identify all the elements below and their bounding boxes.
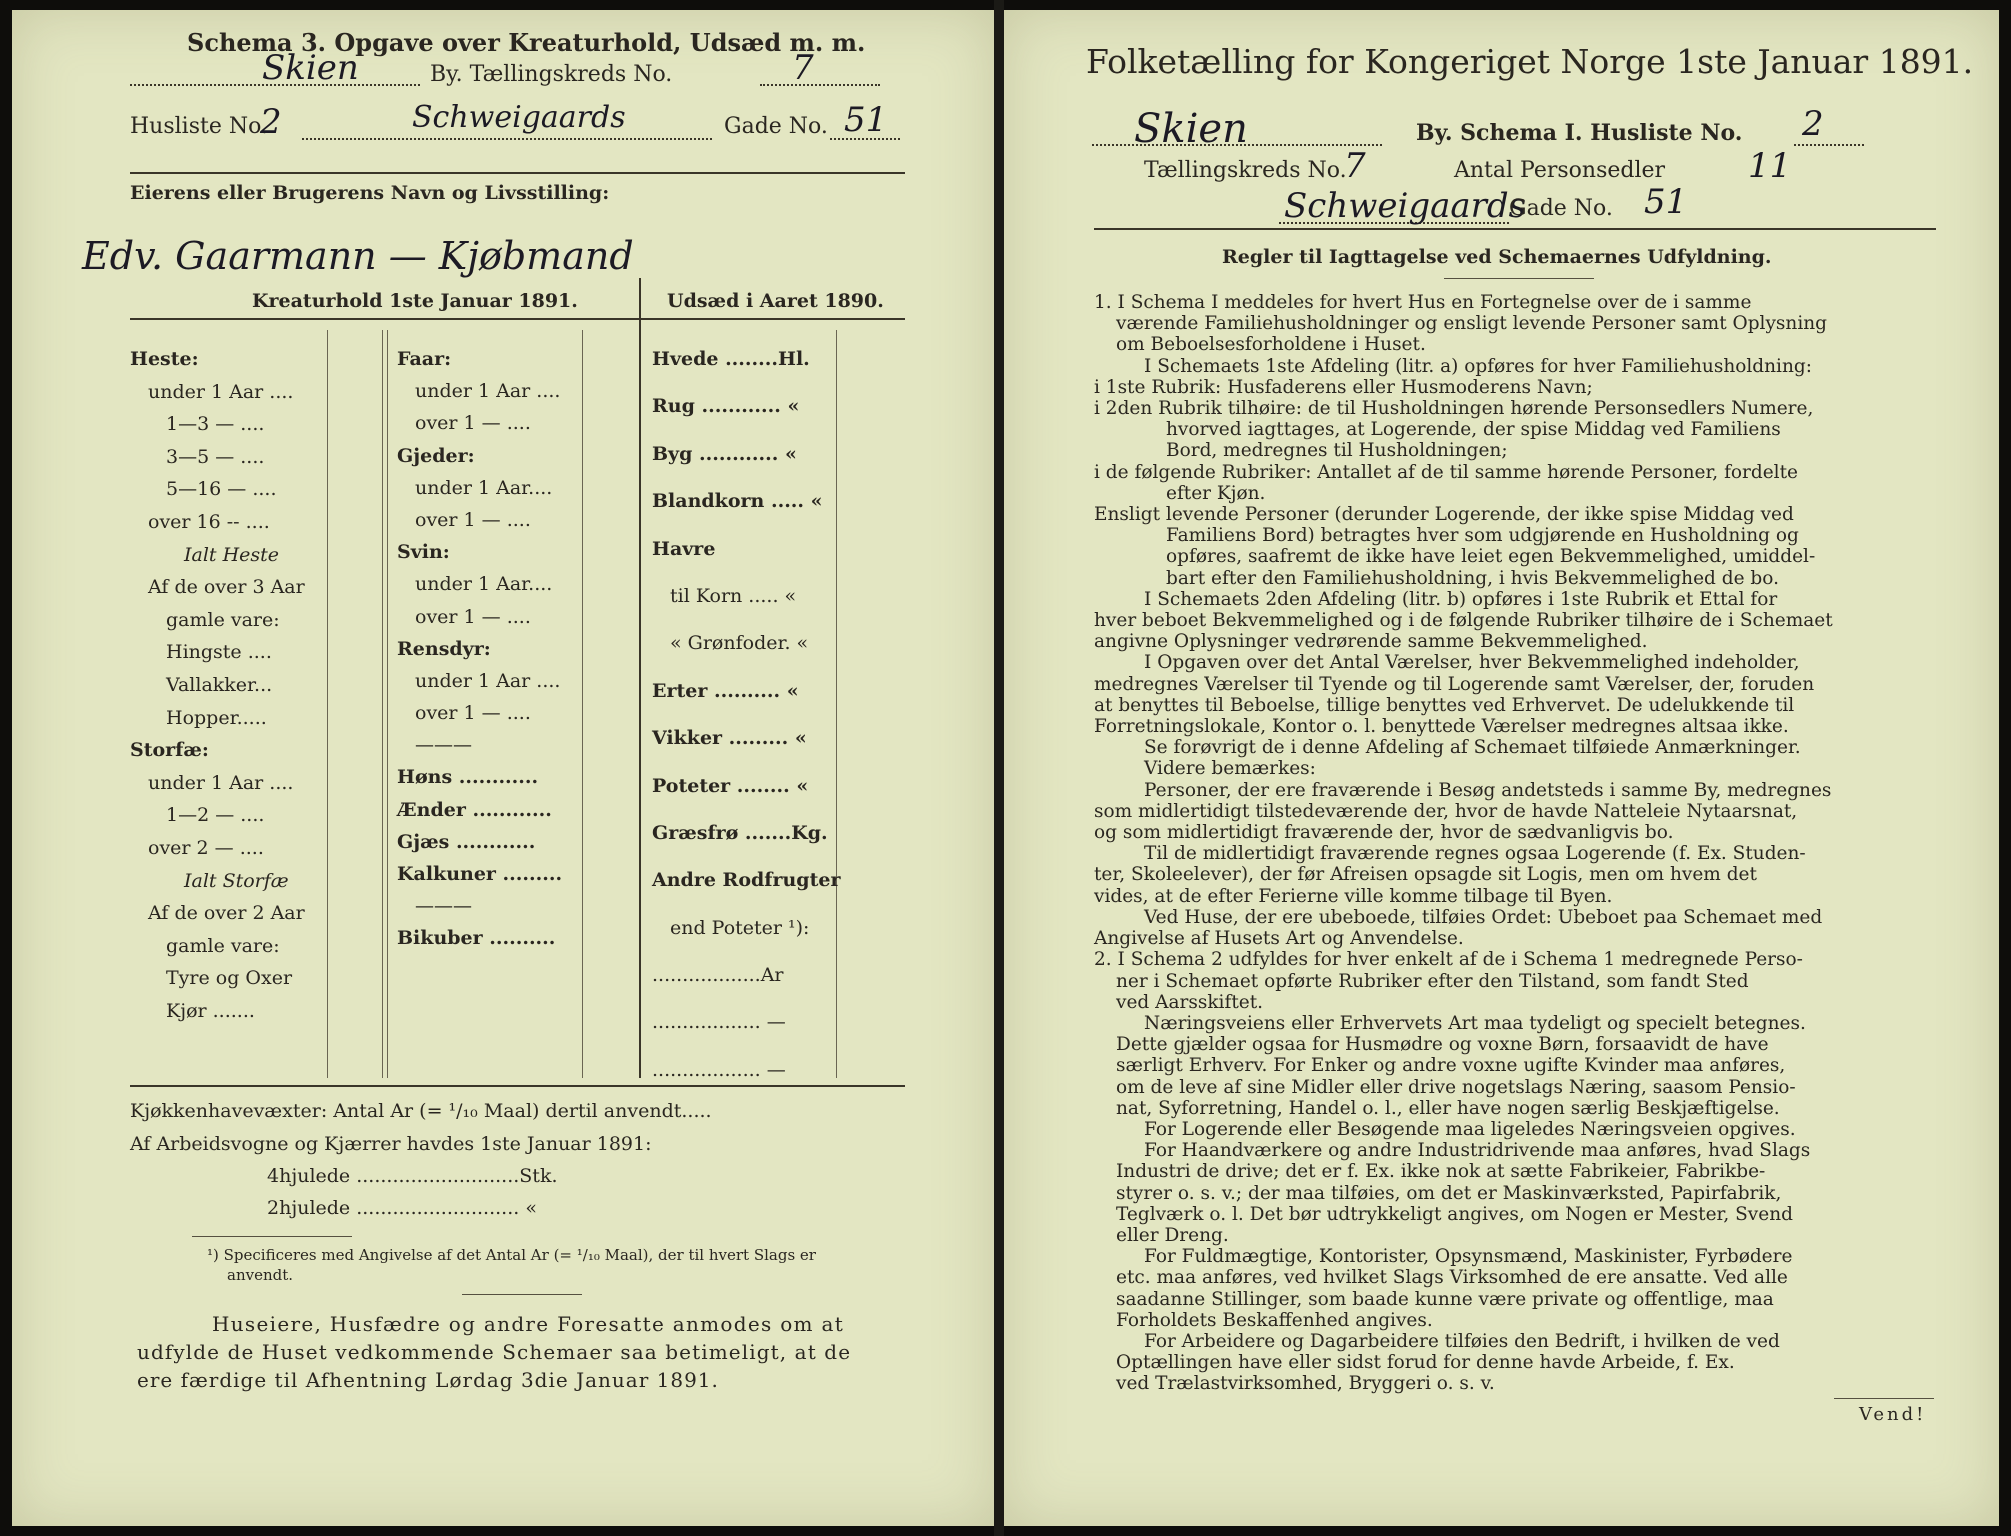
form-row: Græsfrø .......Kg. xyxy=(652,821,828,844)
notice-line-3: ere færdige til Afhentning Lørdag 3die Januar 1891. xyxy=(137,1368,719,1392)
husliste-no-handwritten-right: 2 xyxy=(1802,104,1824,144)
form-row: Havre xyxy=(652,537,716,560)
rule-line: medregnes Værelser til Tyende og til Logerende samt Værelser, der, foruden xyxy=(1094,673,1815,695)
rule-line: Næringsveiens eller Erhvervets Art maa tydeligt og specielt betegnes. xyxy=(1144,1012,1806,1034)
rule-line: Optællingen have eller sidst forud for denne havde Arbeide, f. Ex. xyxy=(1116,1352,1735,1374)
form-row: .................. — xyxy=(652,1011,786,1034)
rule-line: i 1ste Rubrik: Husfaderens eller Husmoderens Navn; xyxy=(1094,376,1593,398)
form-row: Heste: xyxy=(130,348,199,370)
rule-line: I Schemaets 1ste Afdeling (litr. a) opføres for hver Familiehusholdning: xyxy=(1144,355,1812,377)
footnote-line-2: anvendt. xyxy=(227,1266,294,1284)
form-row: Ænder ............ xyxy=(397,798,552,821)
rule-line: Ved Huse, der ere ubeboede, tilføies Ordet: Ubeboet paa Schemaet med xyxy=(1144,906,1823,928)
rule-line: angivne Oplysninger vedrørende samme Bekvemmelighed. xyxy=(1094,631,1648,653)
form-row: Af de over 2 Aar xyxy=(148,902,305,925)
form-row: 5—16 — .... xyxy=(166,478,277,501)
kreds-no-handwritten: 7 xyxy=(792,48,814,88)
rule-line: Industri de drive; det er f. Ex. ikke nok at sætte Fabrikeier, Fabrikbe- xyxy=(1116,1161,1766,1183)
form-row: Tyre og Oxer xyxy=(166,967,293,990)
rule-line: Familiens Bord) betragtes hver som udgjørende en Husholdning og xyxy=(1166,525,1799,547)
kreaturhold-column-1 xyxy=(130,348,305,1032)
rule-line: værende Familiehusholdninger og ensligt levende Personer samt Oplysning xyxy=(1116,313,1827,335)
rule-line: For Logerende eller Besøgende maa ligeledes Næringsveien opgives. xyxy=(1144,1118,1796,1140)
rule-line: Se forøvrigt de i denne Afdeling af Schemaet tilføiede Anmærkninger. xyxy=(1144,737,1801,759)
city-handwritten-right: Skien xyxy=(1134,106,1248,152)
rule-line: For Arbeidere og Dagarbeidere tilføies den Bedrift, i hvilken de ved xyxy=(1144,1330,1780,1352)
form-row: under 1 Aar .... xyxy=(148,771,294,794)
form-row: .................. — xyxy=(652,1058,786,1081)
form-row: Bikuber .......... xyxy=(397,927,556,950)
form-row: til Korn ..... « xyxy=(670,584,797,607)
form-row: over 1 — .... xyxy=(415,605,531,628)
owner-label: Eierens eller Brugerens Navn og Livsstilling: xyxy=(130,182,610,204)
form-row: 1—3 — .... xyxy=(166,413,265,436)
rule-line: 1. I Schema I meddeles for hvert Hus en Fortegnelse over de i samme xyxy=(1094,292,1752,313)
form-row: Høns ............ xyxy=(397,766,539,789)
form-row: Svin: xyxy=(397,541,450,564)
rule-line: Ensligt levende Personer (derunder Logerende, der ikke spise Middag ved xyxy=(1094,504,1794,526)
street-handwritten: Schweigaards xyxy=(412,100,626,135)
form-row: 1—2 — .... xyxy=(166,804,265,827)
form-row: « Grønfoder. « xyxy=(670,632,809,655)
right-page-schema-1 xyxy=(1004,10,1999,1526)
rule-line: hver beboet Bekvemmelighed og i de følgende Rubriker tilhøire de i Schemaet xyxy=(1094,610,1833,632)
form-row: Gjeder: xyxy=(397,444,475,467)
udsaed-column xyxy=(652,348,840,1106)
rule-line: ved Aarsskiftet. xyxy=(1116,991,1264,1013)
rule-line: ter, Skoleelever), der før Afreisen opsagde sit Logis, men om hvem det xyxy=(1094,864,1757,886)
notice-line-2: udfylde de Huset vedkommende Schemaer saa betimeligt, at de xyxy=(137,1340,852,1364)
rule-line: Forholdets Beskaffenhed angives. xyxy=(1116,1309,1433,1331)
book-spine xyxy=(994,0,1004,1536)
rule-line: Videre bemærkes: xyxy=(1144,758,1316,780)
rules-text xyxy=(1094,292,1934,1395)
rule-line: I Schemaets 2den Afdeling (litr. b) opføres i 1ste Rubrik et Ettal for xyxy=(1144,588,1778,610)
form-row: under 1 Aar.... xyxy=(415,476,553,499)
by-schema-label: By. Schema I. Husliste No. xyxy=(1416,120,1743,146)
rule-line: nat, Syforretning, Handel o. l., eller have nogen særlig Beskjæftigelse. xyxy=(1116,1097,1780,1119)
rule-line: hvorved iagttages, at Logerende, der spise Middag ved Familiens xyxy=(1166,419,1781,441)
form-row: Vallakker... xyxy=(166,673,273,696)
rule-line: Personer, der ere fraværende i Besøg andetsteds i samme By, medregnes xyxy=(1144,779,1832,801)
street-handwritten-right: Schweigaards xyxy=(1284,186,1527,226)
rule-line: i 2den Rubrik tilhøire: de til Husholdningen hørende Personsedlers Numere, xyxy=(1094,398,1814,420)
rule-line: Forretningslokale, Kontor o. l. benyttede Værelser medregnes altsaa ikke. xyxy=(1094,716,1789,738)
rule-line: ner i Schemaet opførte Rubriker efter den Tilstand, som fandt Sted xyxy=(1116,970,1749,992)
schema-3-title: Schema 3. Opgave over Kreaturhold, Udsæd m. m. xyxy=(187,28,866,57)
kreaturhold-header: Kreaturhold 1ste Januar 1891. xyxy=(252,290,578,312)
form-row: ——— xyxy=(415,734,472,757)
rule-line: Til de midlertidigt fraværende regnes ogsaa Logerende (f. Ex. Studen- xyxy=(1144,843,1806,865)
form-row: Hvede ........Hl. xyxy=(652,348,810,370)
rule-line: Bord, medregnes til Husholdningen; xyxy=(1166,440,1508,462)
form-row: Rensdyr: xyxy=(397,637,491,660)
rule-line: For Fuldmægtige, Kontorister, Opsynsmænd, Maskinister, Fyrbødere xyxy=(1144,1246,1793,1268)
rule-line: efter Kjøn. xyxy=(1166,482,1266,504)
form-row: under 1 Aar .... xyxy=(415,669,561,692)
rule-line: i de følgende Rubriker: Antallet af de til samme hørende Personer, fordelte xyxy=(1094,461,1798,483)
gade-no-handwritten: 51 xyxy=(844,100,888,140)
form-row: Storfæ: xyxy=(130,739,209,762)
owner-handwritten: Edv. Gaarmann — Kjøbmand xyxy=(82,234,634,278)
city-handwritten: Skien xyxy=(262,48,359,88)
form-row: over 1 — .... xyxy=(415,702,531,725)
form-row: ——— xyxy=(415,895,472,918)
4hjulede-line: 4hjulede ...........................Stk. xyxy=(267,1165,558,1187)
rule-line: ved Trælastvirksomhed, Bryggeri o. s. v. xyxy=(1116,1373,1495,1395)
form-row: Faar: xyxy=(397,348,452,370)
antal-handwritten: 11 xyxy=(1748,146,1792,186)
form-row: gamle vare: xyxy=(166,608,280,631)
rules-title: Regler til Iagttagelse ved Schemaernes Udfyldning. xyxy=(1222,246,1772,268)
form-row: Kalkuner ......... xyxy=(397,863,563,885)
rule-line: som midlertidigt tilstedeværende der, hvor de havde Natteleie Nytaarsnat, xyxy=(1094,800,1798,822)
footnote-line-1: ¹) Specificeres med Angivelse af det Antal Ar (= ¹/₁₀ Maal), der til hvert Slags er xyxy=(207,1246,816,1264)
rule-line: 2. I Schema 2 udfyldes for hver enkelt af de i Schema 1 medregnede Perso- xyxy=(1094,949,1803,971)
vend-label: Vend! xyxy=(1859,1404,1927,1425)
form-row: Blandkorn ..... « xyxy=(652,490,823,513)
form-row: over 1 — .... xyxy=(415,508,531,531)
by-kreds-label: By. Tællingskreds No. xyxy=(430,62,673,87)
rule-line: særligt Erhverv. For Enker og andre voxne ugifte Kvinder maa anføres, xyxy=(1116,1055,1786,1077)
form-row: Ialt Heste xyxy=(184,543,280,566)
notice-line-1: Huseiere, Husfædre og andre Foresatte anmodes om at xyxy=(212,1312,845,1336)
census-title: Folketælling for Kongeriget Norge 1ste Januar 1891. xyxy=(1086,42,1974,81)
rule-line: om de leve af sine Midler eller drive nogetslags Næring, saasom Pensio- xyxy=(1116,1076,1796,1098)
form-row: Hopper..... xyxy=(166,706,267,729)
rule-line: Dette gjælder ogsaa for Husmødre og voxne Børn, forsaavidt de have xyxy=(1116,1034,1769,1056)
form-row: over 16 -- .... xyxy=(148,510,270,533)
husliste-no-handwritten: 2 xyxy=(260,102,282,142)
rule-line: vides, at de efter Ferierne ville komme tilbage til Byen. xyxy=(1094,885,1613,907)
form-row: under 1 Aar .... xyxy=(148,380,294,403)
kreaturhold-column-2 xyxy=(397,348,562,960)
form-row: Rug ............ « xyxy=(652,395,800,418)
rule-line: I Opgaven over det Antal Værelser, hver Bekvemmelighed indeholder, xyxy=(1144,652,1800,674)
rule-line: bart efter den Familiehusholdning, i hvis Bekvemmelighed de bo. xyxy=(1166,567,1779,589)
form-row: Hingste .... xyxy=(166,641,272,664)
gade-no-handwritten-right: 51 xyxy=(1644,182,1688,222)
rule-line: Angivelse af Husets Art og Anvendelse. xyxy=(1094,928,1464,950)
form-row: under 1 Aar .... xyxy=(415,380,561,403)
gade-label: Gade No. xyxy=(724,114,828,139)
gade-label-right: Gade No. xyxy=(1509,196,1613,221)
form-row: Af de over 3 Aar xyxy=(148,576,305,599)
rule-line: eller Dreng. xyxy=(1116,1224,1229,1246)
rule-line: saadanne Stillinger, som baade kunne være private og offentlige, maa xyxy=(1116,1288,1774,1310)
kreds-label-right: Tællingskreds No. xyxy=(1144,158,1347,183)
form-row: over 1 — .... xyxy=(415,412,531,435)
arbeidsvogne-line: Af Arbeidsvogne og Kjærrer havdes 1ste Januar 1891: xyxy=(130,1133,652,1155)
form-row: Vikker ......... « xyxy=(652,727,807,750)
form-row: Poteter ........ « xyxy=(652,774,809,797)
form-row: gamle vare: xyxy=(166,934,280,957)
left-page-schema-3 xyxy=(12,10,994,1526)
kreds-no-handwritten-right: 7 xyxy=(1344,146,1366,186)
rule-line: at benyttes til Beboelse, tillige benyttes ved Erhvervet. De udelukkende til xyxy=(1094,694,1795,716)
udsaed-header: Udsæd i Aaret 1890. xyxy=(667,290,884,312)
form-row: ..................Ar xyxy=(652,964,784,987)
kjokkenhave-line: Kjøkkenhavevæxter: Antal Ar (= ¹/₁₀ Maal) dertil anvendt..... xyxy=(130,1100,712,1122)
rule-line: styrer o. s. v.; der maa tilføies, om det er Maskinværksted, Papirfabrik, xyxy=(1116,1182,1782,1204)
2hjulede-line: 2hjulede ........................... « xyxy=(267,1197,537,1219)
rule-line: opføres, saafremt de ikke have leiet egen Bekvemmelighed, umiddel- xyxy=(1166,546,1816,568)
form-row: over 2 — .... xyxy=(148,836,264,859)
form-row: Andre Rodfrugter xyxy=(652,869,841,892)
rule-line: Teglværk o. l. Det bør udtrykkeligt angives, om Nogen er Mester, Svend xyxy=(1116,1203,1793,1225)
rule-line: etc. maa anføres, ved hvilket Slags Virksomhed de ere ansatte. Ved alle xyxy=(1116,1267,1788,1289)
form-row: Gjæs ............ xyxy=(397,830,536,853)
form-row: under 1 Aar.... xyxy=(415,573,553,596)
form-row: Erter .......... « xyxy=(652,679,799,702)
rule-line: og som midlertidigt fraværende der, hvor de sædvanligvis bo. xyxy=(1094,822,1674,844)
rule-line: For Haandværkere og andre Industridrivende maa anføres, hvad Slags xyxy=(1144,1140,1811,1162)
form-row: Kjør ....... xyxy=(166,999,255,1022)
rule-line: om Beboelsesforholdene i Huset. xyxy=(1116,334,1426,356)
form-row: Byg ............ « xyxy=(652,442,797,465)
form-row: end Poteter ¹): xyxy=(670,916,810,939)
form-row: 3—5 — .... xyxy=(166,445,265,468)
antal-personsedler-label: Antal Personsedler xyxy=(1454,158,1666,183)
husliste-label: Husliste No. xyxy=(130,114,268,139)
form-row: Ialt Storfæ xyxy=(184,869,289,892)
